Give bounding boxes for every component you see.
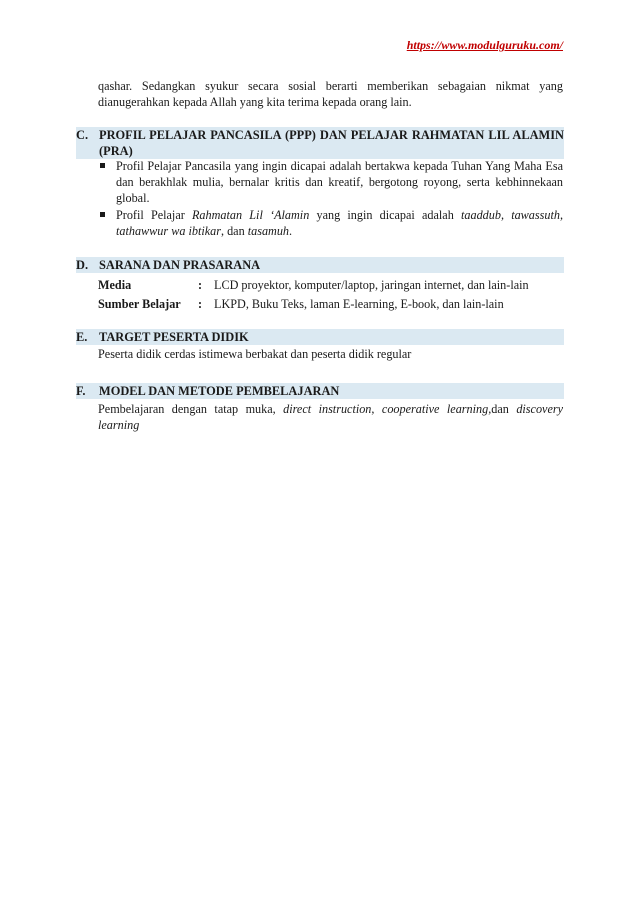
section-f-text-part: , — [371, 402, 382, 416]
method-italic-term: cooperative learning — [381, 402, 489, 416]
media-label: Media — [98, 278, 132, 292]
section-c-title: PROFIL PELAJAR PANCASILA (PPP) DAN PELAJAR RAHMATAN LIL ALAMIN (PRA) — [99, 128, 564, 158]
sumber-belajar-label: Sumber Belajar — [98, 297, 181, 311]
bullet-text-part: , dan — [220, 224, 248, 238]
list-item — [100, 158, 563, 206]
section-c-heading — [76, 127, 564, 159]
section-d-letter: D. — [76, 258, 89, 272]
bullet-italic-term: tasamuh — [247, 224, 290, 238]
bullet-italic-term: Rahmatan Lil ‘Alamin — [191, 208, 310, 222]
section-f-text — [98, 401, 563, 433]
section-f-letter: F. — [76, 384, 86, 398]
section-e-letter: E. — [76, 330, 88, 344]
media-colon: : — [198, 278, 203, 292]
section-f-heading — [76, 383, 564, 399]
square-bullet-icon — [100, 212, 105, 217]
square-bullet-icon — [100, 163, 105, 168]
bullet-text — [116, 207, 563, 239]
bullet-italic-term: taaddub, tawassuth, tathawwur wa ibtikar — [116, 208, 563, 238]
section-f-text-part: ,dan — [488, 402, 517, 416]
list-item — [100, 207, 563, 239]
bullet-text-part: Profil Pelajar — [116, 208, 192, 222]
section-d-title: SARANA DAN PRASARANA — [99, 258, 261, 272]
section-f-title: MODEL DAN METODE PEMBELAJARAN — [99, 384, 340, 398]
header-url-link[interactable]: https://www.modulguruku.com/ — [406, 38, 563, 52]
section-d-heading — [76, 257, 564, 273]
sumber-belajar-value: LKPD, Buku Teks, laman E-learning, E-book, dan lain-lain — [214, 297, 504, 311]
section-e-title: TARGET PESERTA DIDIK — [99, 330, 249, 344]
section-e-heading — [76, 329, 564, 345]
section-e-text: Peserta didik cerdas istimewa berbakat dan peserta didik regular — [98, 347, 412, 361]
sumber-belajar-colon: : — [198, 297, 203, 311]
method-italic-term: discovery learning — [98, 402, 564, 432]
section-c-letter: C. — [76, 128, 89, 142]
media-value: LCD proyektor, komputer/laptop, jaringan internet, dan lain-lain — [214, 278, 529, 292]
section-f-text-part: Pembelajaran dengan tatap muka, — [98, 402, 284, 416]
bullet-text-part: . — [289, 224, 293, 238]
method-italic-term: direct instruction — [283, 402, 372, 416]
intro-paragraph: qashar. Sedangkan syukur secara sosial berarti memberikan sebagaian nikmat yang dianugerahkan kepada Allah yang kita terima kepada orang lain. — [98, 79, 563, 109]
bullet-text: Profil Pelajar Pancasila yang ingin dicapai adalah bertakwa kepada Tuhan Yang Maha Esa dan berakhlak mulia, bernalar kritis dan kreatif, bergotong royong, serta kebhinnekaan global. — [116, 159, 563, 205]
bullet-text-part: yang ingin dicapai adalah — [309, 208, 461, 222]
